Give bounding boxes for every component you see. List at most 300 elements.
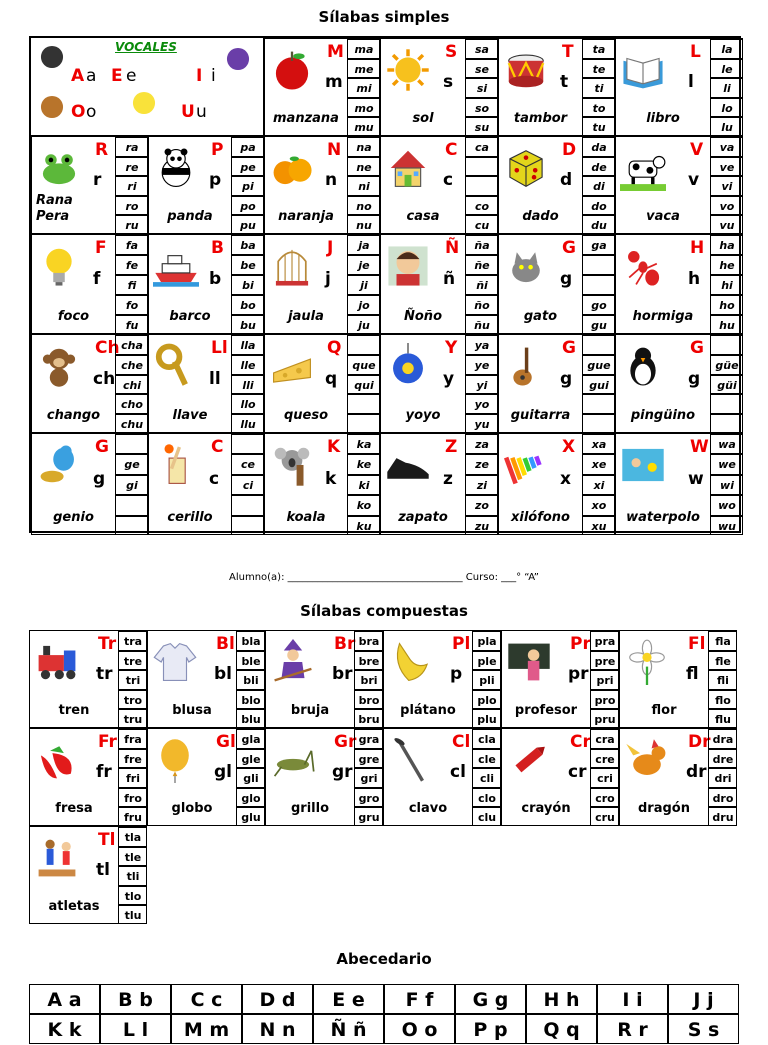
simple-syllable: su xyxy=(465,117,498,136)
simple-syllable: ru xyxy=(115,215,148,234)
simple-word: hormiga xyxy=(632,309,694,324)
simple-syllable: bo xyxy=(231,295,264,315)
simple-syllable: ti xyxy=(582,78,615,98)
cheese-icon xyxy=(269,343,315,393)
compound-lower-letter: cl xyxy=(450,762,466,782)
simple-lower-letter: g xyxy=(560,269,573,289)
simple-syllable: ci xyxy=(231,475,264,495)
simple-syllable: fe xyxy=(115,255,148,275)
alphabet-letter: A a xyxy=(29,984,100,1014)
compound-syllable: tru xyxy=(118,709,147,728)
simple-lower-letter: t xyxy=(560,72,569,92)
simple-syllable: ñi xyxy=(465,275,498,295)
compound-upper-letter: Fr xyxy=(98,732,117,752)
simple-upper-letter: X xyxy=(562,437,576,457)
simple-syllable: si xyxy=(465,78,498,98)
simple-syllable: hi xyxy=(710,275,743,295)
alphabet-letter: L l xyxy=(100,1014,171,1044)
simple-syllable xyxy=(231,434,264,454)
compound-syllable: clo xyxy=(472,788,501,808)
simple-syllable xyxy=(347,414,380,433)
balloon-icon xyxy=(152,737,198,787)
simple-syllable: va xyxy=(710,137,743,157)
compound-word: clavo xyxy=(408,801,448,816)
vowel-upper: A xyxy=(71,66,85,86)
simple-cell xyxy=(380,38,498,136)
simple-syllable: lli xyxy=(231,375,264,395)
simple-syllable: za xyxy=(465,434,498,454)
alphabet-letter: E e xyxy=(313,984,384,1014)
simple-syllable: so xyxy=(465,98,498,118)
compound-syllable: cra xyxy=(590,729,619,749)
shoe-icon xyxy=(385,442,431,492)
compound-syllable: pru xyxy=(590,709,619,728)
compound-syllable: bru xyxy=(354,709,383,728)
simple-syllable: wi xyxy=(710,475,743,495)
compound-syllable: dri xyxy=(708,768,737,788)
simple-word: yoyo xyxy=(405,408,441,423)
alphabet-letter: N n xyxy=(242,1014,313,1044)
compound-word: globo xyxy=(171,801,213,816)
dragon-icon xyxy=(624,737,670,787)
simple-syllable: chu xyxy=(115,414,148,433)
simple-syllable: fu xyxy=(115,315,148,334)
simple-syllable: bi xyxy=(231,275,264,295)
compound-syllable: bro xyxy=(354,690,383,710)
compound-cell xyxy=(501,728,619,826)
simple-word: waterpolo xyxy=(626,510,700,525)
compound-syllable: bre xyxy=(354,651,383,671)
simple-word: koala xyxy=(286,510,326,525)
compound-syllable: gra xyxy=(354,729,383,749)
banana-icon xyxy=(388,639,434,689)
alphabet-letter: G g xyxy=(455,984,526,1014)
simple-syllable: fa xyxy=(115,235,148,255)
simple-upper-letter: Ch xyxy=(95,338,120,358)
compound-syllable: pre xyxy=(590,651,619,671)
compound-syllable: bli xyxy=(236,670,265,690)
simple-word: xilófono xyxy=(510,510,570,525)
simple-syllable: chi xyxy=(115,375,148,395)
simple-word: vaca xyxy=(646,209,680,224)
simple-cell xyxy=(264,433,380,535)
compound-syllable: glo xyxy=(236,788,265,808)
vowel-upper: E xyxy=(111,66,123,86)
compound-cell xyxy=(619,630,737,728)
yoyo-icon xyxy=(385,343,431,393)
compound-word: dragón xyxy=(638,801,690,816)
alphabet-letter: F f xyxy=(384,984,455,1014)
compound-cell xyxy=(619,728,737,826)
compound-syllable: tle xyxy=(118,847,147,867)
simple-upper-letter: T xyxy=(562,42,574,62)
simple-syllable: ño xyxy=(465,295,498,315)
compound-cell xyxy=(265,630,383,728)
simple-lower-letter: ll xyxy=(209,368,221,389)
simple-word: jaula xyxy=(288,309,324,324)
simple-syllable: ko xyxy=(347,495,380,515)
simple-syllable: lo xyxy=(710,98,743,118)
simple-syllable: qui xyxy=(347,375,380,395)
crayon-icon xyxy=(506,737,552,787)
compound-upper-letter: Cr xyxy=(570,732,591,752)
simple-syllable: ke xyxy=(347,454,380,474)
monkey-icon xyxy=(36,343,82,393)
simple-syllable: ji xyxy=(347,275,380,295)
train-icon xyxy=(34,639,80,689)
alphabet-letter: M m xyxy=(171,1014,242,1044)
star-icon xyxy=(127,86,161,124)
ant-icon xyxy=(620,243,666,293)
simple-lower-letter: m xyxy=(325,72,343,92)
simple-syllable xyxy=(710,414,743,433)
nail-icon xyxy=(388,737,434,787)
simple-syllable: ye xyxy=(465,355,498,375)
compound-upper-letter: Pr xyxy=(570,634,591,654)
simple-lower-letter: ch xyxy=(93,368,116,389)
simple-syllable: de xyxy=(582,157,615,177)
simple-syllable: llo xyxy=(231,394,264,414)
apple-icon xyxy=(269,47,315,97)
simple-upper-letter: P xyxy=(211,140,224,160)
simple-lower-letter: g xyxy=(560,368,573,389)
simple-lower-letter: g xyxy=(688,368,701,389)
simple-lower-letter: j xyxy=(325,269,331,289)
simple-word: foco xyxy=(57,309,90,324)
compound-word: tren xyxy=(58,703,90,718)
compound-word: crayón xyxy=(521,801,571,816)
compound-syllable: clu xyxy=(472,807,501,826)
simple-syllable: be xyxy=(231,255,264,275)
simple-lower-letter: c xyxy=(209,469,220,489)
simple-syllable xyxy=(582,394,615,414)
simple-syllable: ñu xyxy=(465,315,498,334)
vowel-lower: e xyxy=(126,66,137,86)
simple-syllable: pa xyxy=(231,137,264,157)
simple-syllable xyxy=(115,516,148,535)
compound-word: fresa xyxy=(55,801,93,816)
simple-syllable: ni xyxy=(347,176,380,196)
simple-word: naranja xyxy=(278,209,334,224)
vowel-upper: U xyxy=(181,102,195,122)
compound-word: plátano xyxy=(400,703,456,718)
simple-syllable: co xyxy=(465,196,498,216)
title-alphabet: Abecedario xyxy=(336,950,432,968)
simple-syllables-grid xyxy=(29,36,741,533)
compound-syllable: fri xyxy=(118,768,147,788)
simple-syllable: fi xyxy=(115,275,148,295)
compound-lower-letter: fl xyxy=(686,664,699,684)
alphabet-grid xyxy=(29,984,739,1041)
compound-syllable: plu xyxy=(472,709,501,728)
compound-syllable: pri xyxy=(590,670,619,690)
simple-syllable: li xyxy=(710,78,743,98)
compound-syllable: ple xyxy=(472,651,501,671)
simple-word: Rana Pera xyxy=(36,193,73,224)
compound-syllable: gro xyxy=(354,788,383,808)
compound-syllable: dra xyxy=(708,729,737,749)
simple-syllable xyxy=(115,495,148,515)
compound-syllable: glu xyxy=(236,807,265,826)
panda-icon xyxy=(153,145,199,195)
simple-syllable xyxy=(582,414,615,433)
compound-word: profesor xyxy=(514,703,578,718)
teacher-icon xyxy=(506,639,552,689)
simple-syllable: te xyxy=(582,59,615,79)
simple-syllable xyxy=(347,335,380,355)
simple-upper-letter: S xyxy=(445,42,458,62)
simple-upper-letter: C xyxy=(211,437,224,457)
simple-cell xyxy=(31,334,148,433)
cat-icon xyxy=(503,243,549,293)
simple-syllable: que xyxy=(347,355,380,375)
simple-syllable: ro xyxy=(115,196,148,216)
compound-syllable: fra xyxy=(118,729,147,749)
compound-syllable: pla xyxy=(472,631,501,651)
compound-syllable: cle xyxy=(472,749,501,769)
book-icon xyxy=(620,47,666,97)
cage-icon xyxy=(269,243,315,293)
compound-upper-letter: Pl xyxy=(452,634,471,654)
simple-cell xyxy=(264,334,380,433)
simple-lower-letter: k xyxy=(325,469,337,489)
simple-syllable: ve xyxy=(710,157,743,177)
orange-icon xyxy=(269,145,315,195)
simple-cell xyxy=(498,38,615,136)
cricket-icon xyxy=(270,737,316,787)
compound-syllable: tra xyxy=(118,631,147,651)
simple-syllable: xe xyxy=(582,454,615,474)
compound-syllable: pro xyxy=(590,690,619,710)
simple-syllable: ho xyxy=(710,295,743,315)
compound-syllable: dre xyxy=(708,749,737,769)
boy-icon xyxy=(385,243,431,293)
simple-lower-letter: c xyxy=(443,170,454,190)
simple-upper-letter: N xyxy=(327,140,342,160)
simple-syllable: mi xyxy=(347,78,380,98)
compound-syllable: tro xyxy=(118,690,147,710)
pool-icon xyxy=(620,442,666,492)
simple-syllable: po xyxy=(231,196,264,216)
student-line: Alumno(a): ___________________________________ Curso: ___° “A” xyxy=(229,572,539,583)
simple-syllable: güi xyxy=(710,375,743,395)
simple-upper-letter: W xyxy=(690,437,709,457)
simple-syllable: cha xyxy=(115,335,148,355)
compound-syllable: cro xyxy=(590,788,619,808)
simple-upper-letter: G xyxy=(690,338,704,358)
simple-syllable: lu xyxy=(710,117,743,136)
simple-lower-letter: y xyxy=(443,368,455,389)
compound-syllable: dru xyxy=(708,807,737,826)
simple-word: pingüino xyxy=(630,408,696,423)
simple-word: tambor xyxy=(513,111,568,126)
simple-syllable: zo xyxy=(465,495,498,515)
compound-upper-letter: Tr xyxy=(98,634,117,654)
vowel-lower: u xyxy=(196,102,207,122)
simple-syllable: jo xyxy=(347,295,380,315)
simple-syllable: gu xyxy=(582,315,615,334)
vowel-lower: a xyxy=(86,66,97,86)
genie-icon xyxy=(36,442,82,492)
simple-cell xyxy=(148,334,264,433)
simple-word: barco xyxy=(169,309,211,324)
simple-upper-letter: Ll xyxy=(211,338,228,358)
simple-upper-letter: Z xyxy=(445,437,458,457)
simple-word: gato xyxy=(523,309,558,324)
simple-syllable: wa xyxy=(710,434,743,454)
simple-syllable: je xyxy=(347,255,380,275)
simple-syllable: yi xyxy=(465,375,498,395)
compound-syllable: flu xyxy=(708,709,737,728)
vowel-lower: i xyxy=(211,66,216,86)
simple-syllable xyxy=(582,275,615,295)
simple-syllable: ce xyxy=(231,454,264,474)
simple-upper-letter: D xyxy=(562,140,577,160)
simple-syllable: ya xyxy=(465,335,498,355)
simple-syllable: wu xyxy=(710,516,743,535)
simple-syllable: he xyxy=(710,255,743,275)
ship-icon xyxy=(153,243,199,293)
title-compound: Sílabas compuestas xyxy=(300,602,468,620)
compound-syllable: blo xyxy=(236,690,265,710)
simple-syllable: pu xyxy=(231,215,264,234)
compound-word: atletas xyxy=(48,899,100,914)
vowel-upper: I xyxy=(196,66,203,86)
sun-icon xyxy=(385,47,431,97)
frog-icon xyxy=(36,145,82,195)
compound-lower-letter: br xyxy=(332,664,353,684)
simple-cell xyxy=(264,136,380,234)
simple-upper-letter: G xyxy=(562,238,576,258)
simple-syllable: sa xyxy=(465,39,498,59)
compound-lower-letter: p xyxy=(450,664,463,684)
simple-word: queso xyxy=(283,408,329,423)
simple-cell xyxy=(615,38,743,136)
simple-cell xyxy=(615,433,743,535)
compound-upper-letter: Fl xyxy=(688,634,706,654)
compound-cell xyxy=(147,630,265,728)
simple-syllable: no xyxy=(347,196,380,216)
compound-syllable: pra xyxy=(590,631,619,651)
key-icon xyxy=(153,343,199,393)
simple-syllable: se xyxy=(465,59,498,79)
simple-cell xyxy=(264,234,380,334)
compound-word: bruja xyxy=(290,703,330,718)
compound-syllable: ble xyxy=(236,651,265,671)
vowel-upper: O xyxy=(71,102,86,122)
simple-upper-letter: R xyxy=(95,140,109,160)
compound-syllable: bra xyxy=(354,631,383,651)
compound-lower-letter: tl xyxy=(96,860,110,880)
compound-cell xyxy=(383,630,501,728)
simple-cell xyxy=(148,136,264,234)
alphabet-letter: S s xyxy=(668,1014,739,1044)
simple-syllable: zu xyxy=(465,516,498,535)
simple-syllable: llu xyxy=(231,414,264,433)
flower-icon xyxy=(624,639,670,689)
compound-syllable: tre xyxy=(118,651,147,671)
simple-syllable: ri xyxy=(115,176,148,196)
simple-syllable: ne xyxy=(347,157,380,177)
simple-word: dado xyxy=(522,209,559,224)
simple-syllable xyxy=(465,176,498,196)
simple-syllable: ka xyxy=(347,434,380,454)
compound-cell xyxy=(29,826,147,924)
simple-cell xyxy=(615,334,743,433)
simple-syllable: du xyxy=(582,215,615,234)
simple-syllable: cu xyxy=(465,215,498,234)
compound-word: blusa xyxy=(172,703,212,718)
simple-word: panda xyxy=(167,209,213,224)
compound-syllable: tli xyxy=(118,866,147,886)
simple-syllable: ze xyxy=(465,454,498,474)
compound-word: grillo xyxy=(290,801,330,816)
simple-lower-letter: g xyxy=(93,469,106,489)
simple-upper-letter: H xyxy=(690,238,705,258)
simple-word: guitarra xyxy=(510,408,571,423)
simple-lower-letter: d xyxy=(560,170,573,190)
compound-syllable: fre xyxy=(118,749,147,769)
simple-syllable: xo xyxy=(582,495,615,515)
compound-syllable: gli xyxy=(236,768,265,788)
simple-word: Ñoño xyxy=(404,309,442,324)
simple-syllable xyxy=(231,495,264,515)
simple-syllable: ge xyxy=(115,454,148,474)
simple-syllable: pi xyxy=(231,176,264,196)
simple-cell xyxy=(148,234,264,334)
simple-syllable: pe xyxy=(231,157,264,177)
simple-syllable: ki xyxy=(347,475,380,495)
simple-syllable: ra xyxy=(115,137,148,157)
xylophone-icon xyxy=(503,442,549,492)
compound-lower-letter: dr xyxy=(686,762,707,782)
simple-syllable: ha xyxy=(710,235,743,255)
simple-syllable: vo xyxy=(710,196,743,216)
simple-syllable xyxy=(231,516,264,535)
alphabet-letter: H h xyxy=(526,984,597,1014)
compound-syllable: tla xyxy=(118,827,147,847)
simple-syllable: ca xyxy=(465,137,498,157)
simple-upper-letter: Q xyxy=(327,338,342,358)
simple-upper-letter: C xyxy=(445,140,458,160)
simple-lower-letter: x xyxy=(560,469,571,489)
simple-cell xyxy=(380,433,498,535)
simple-syllable: we xyxy=(710,454,743,474)
compound-cell xyxy=(147,728,265,826)
drum-icon xyxy=(503,47,549,97)
compound-cell xyxy=(29,630,147,728)
alphabet-letter: Q q xyxy=(526,1014,597,1044)
alphabet-letter: P p xyxy=(455,1014,526,1044)
simple-syllable: mo xyxy=(347,98,380,118)
simple-upper-letter: L xyxy=(690,42,701,62)
simple-syllable: gi xyxy=(115,475,148,495)
simple-syllable xyxy=(710,394,743,414)
compound-syllable: tri xyxy=(118,670,147,690)
bear-icon xyxy=(35,90,69,128)
simple-syllable xyxy=(710,335,743,355)
simple-cell xyxy=(615,136,743,234)
compound-lower-letter: fr xyxy=(96,762,112,782)
house-icon xyxy=(385,145,431,195)
simple-syllable: da xyxy=(582,137,615,157)
simple-lower-letter: p xyxy=(209,170,222,190)
simple-lower-letter: b xyxy=(209,269,222,289)
vowel-cell-wide xyxy=(31,38,264,136)
compound-upper-letter: Dr xyxy=(688,732,711,752)
compound-lower-letter: bl xyxy=(214,664,232,684)
compound-syllable: flo xyxy=(708,690,737,710)
